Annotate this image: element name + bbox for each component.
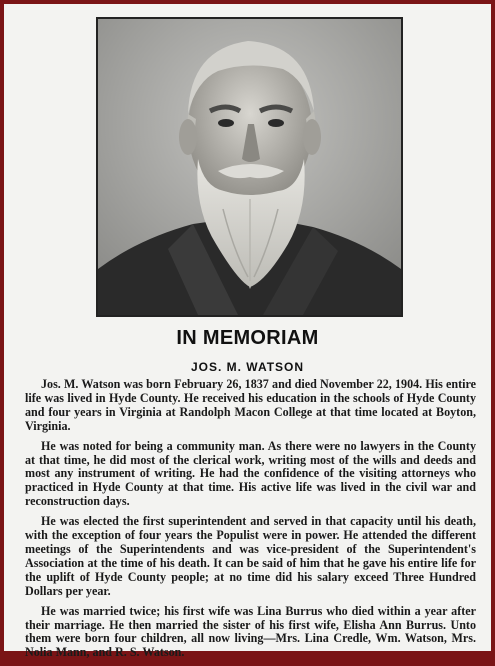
obituary-paragraph: He was elected the first superintendent and served in that capacity until his death, with the exception of four years the Populist were in power. He attended the different meetings of the Superintendents and was vice-president of the Superintendent's Association at the time of his death. It can be said of him that he gave his entire life for the uplift of Hyde County people; at no time did his salary exceed Three Hundred Dollars per year. — [25, 514, 476, 598]
obituary-body — [25, 378, 476, 666]
deceased-name: JOS. M. WATSON — [190, 360, 305, 374]
page-frame — [4, 4, 491, 660]
memoriam-title: IN MEMORIAM — [176, 327, 319, 349]
obituary-paragraph: He was noted for being a community man. As there were no lawyers in the County at that time, he did most of the clerical work, writing most of the wills and deeds and most any instrument of writing. He had the confidence of the visiting attorneys who practiced in Hyde County at that time. His active life was lived in the civil war and reconstruction days. — [25, 438, 476, 509]
obituary-paragraph: Jos. M. Watson was born February 26, 1837 and died November 22, 1904. His entire life was lived in Hyde County. He received his education in the schools of Hyde County and four years in Virginia at Randolph Macon College at that time located at Boyton, Virginia. — [25, 377, 476, 433]
portrait-image — [98, 19, 401, 315]
obituary-paragraph: He was married twice; his first wife was Lina Burrus who died within a year after their marriage. He then married the sister of his first wife, Elisha Ann Burrus. Unto them were born four children, all now living—Mrs. Lina Credle, Wm. Watson, Mrs. Nolia Mann, and R. S. Watson. — [25, 603, 476, 660]
portrait-photo — [96, 17, 403, 317]
